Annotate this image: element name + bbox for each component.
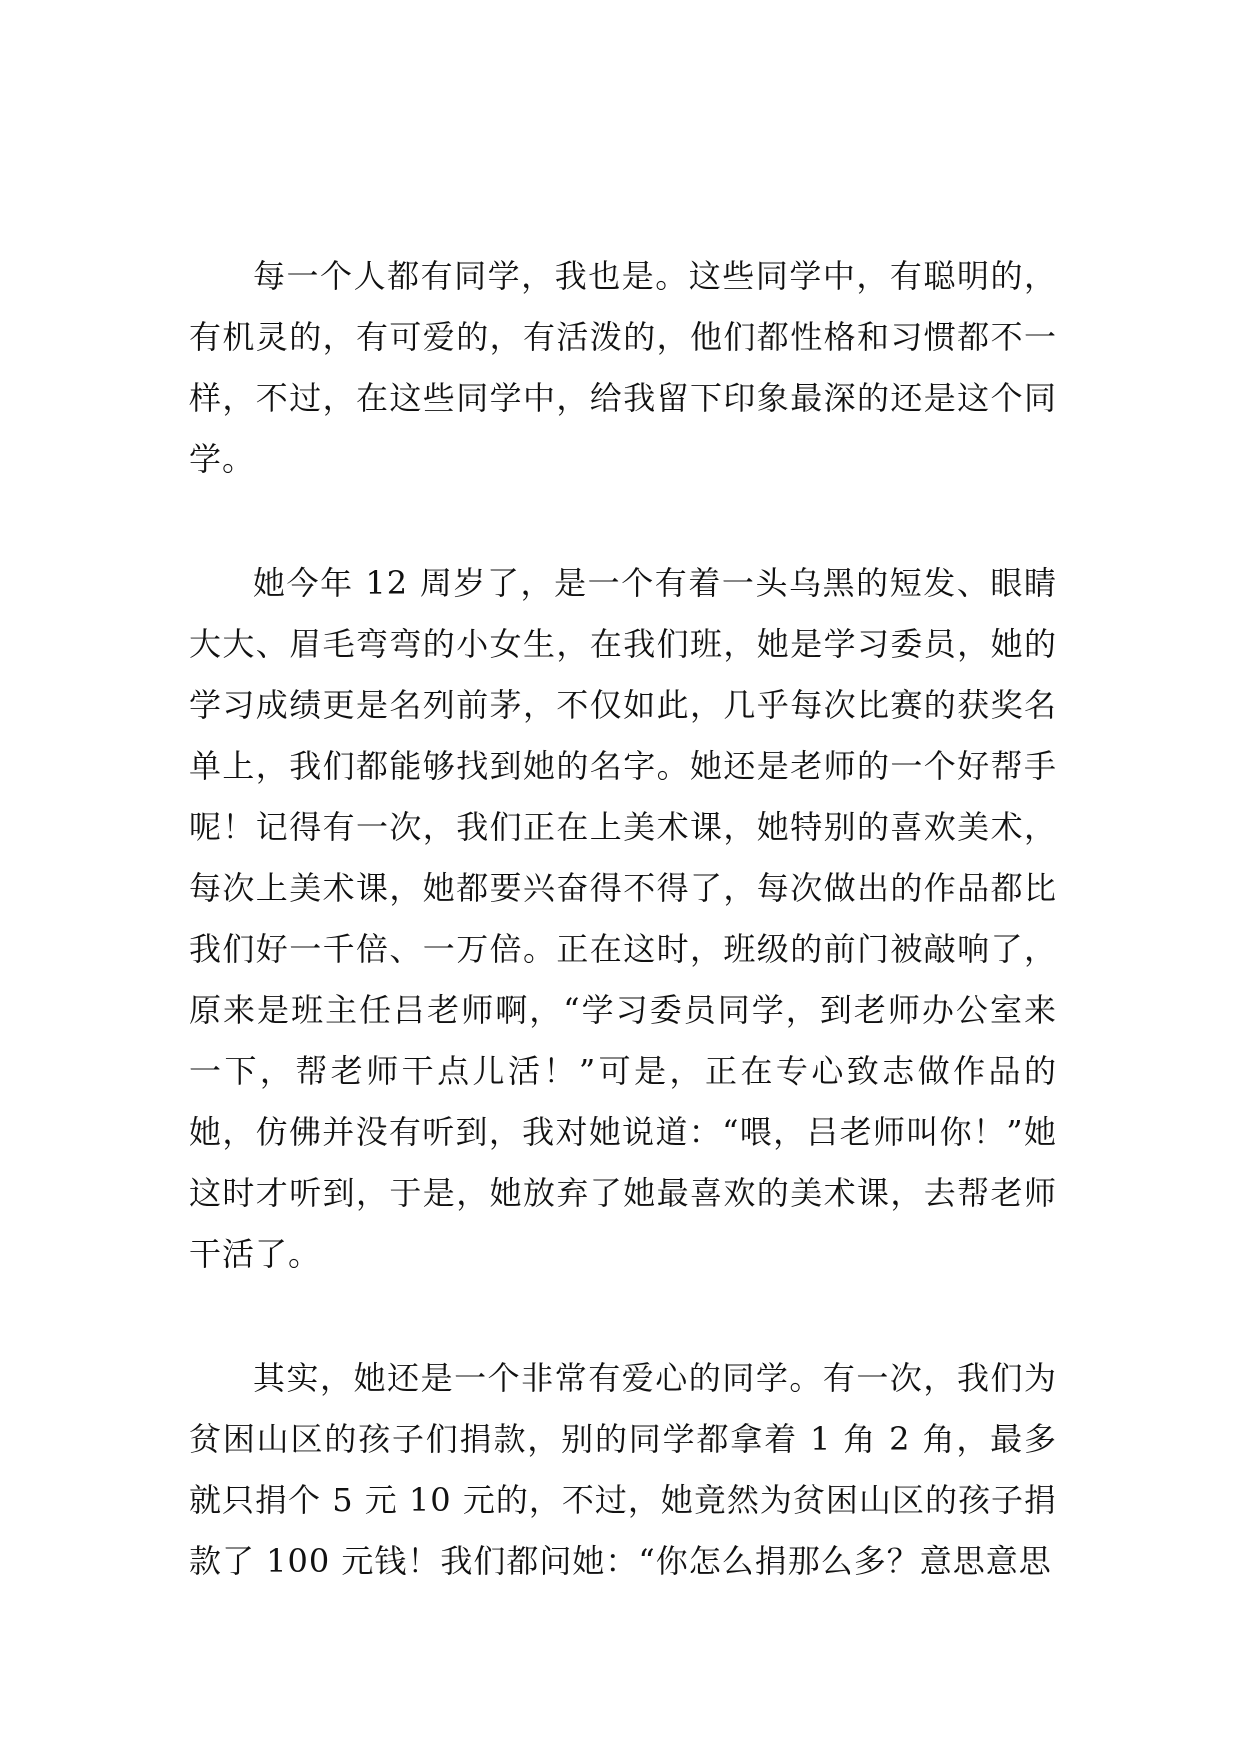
- paragraph-2: 她今年 12 周岁了，是一个有着一头乌黑的短发、眼睛大大、眉毛弯弯的小女生，在我们班，她是学习委员，她的学习成绩更是名列前茅，不仅如此，几乎每次比赛的获奖名单上，我们都能够找到她的名字。她还是老师的一个好帮手呢！记得有一次，我们正在上美术课，她特别的喜欢美术，每次上美术课，她都要兴奋得不得了，每次做出的作品都比我们好一千倍、一万倍。正在这时，班级的前门被敲响了，原来是班主任吕老师啊，“学习委员同学，到老师办公室来一下，帮老师干点儿活！”可是，正在专心致志做作品的她，仿佛并没有听到，我对她说道：“喂，吕老师叫你！”她这时才听到，于是，她放弃了她最喜欢的美术课，去帮老师干活了。: [189, 564, 1057, 1273]
- paragraph-1: 每一个人都有同学，我也是。这些同学中，有聪明的，有机灵的，有可爱的，有活泼的，他们都性格和习惯都不一样，不过，在这些同学中，给我留下印象最深的还是这个同学。: [189, 257, 1057, 478]
- paragraph-3: 其实，她还是一个非常有爱心的同学。有一次，我们为贫困山区的孩子们捐款，别的同学都拿着 1 角 2 角，最多就只捐个 5 元 10 元的，不过，她竟然为贫困山区的孩子捐款了 100 元钱！我们都问她：“你怎么捐那么多？意思意思: [189, 1359, 1057, 1580]
- document-body: [189, 246, 1057, 1655]
